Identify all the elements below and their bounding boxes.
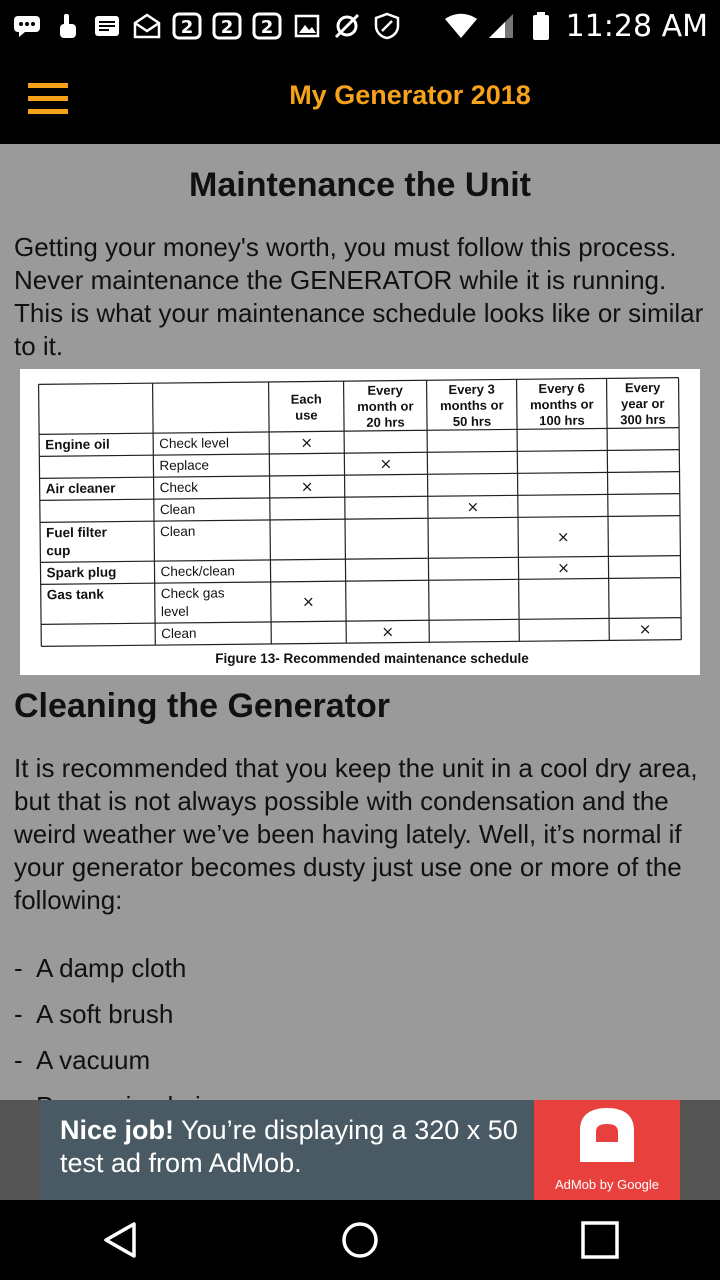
mail-open-icon [132, 12, 162, 40]
task-label: Check/clean [160, 563, 235, 580]
task-label: Clean [161, 625, 197, 642]
figure-caption: Figure 13- Recommended maintenance schedule [215, 651, 529, 666]
column-header: month or [357, 398, 414, 415]
grid-col-line [153, 383, 156, 645]
column-header: Every [367, 382, 403, 398]
grid-col-line [344, 381, 347, 643]
column-header: year or [621, 395, 665, 412]
wifi-icon [446, 12, 476, 40]
item-label: cup [46, 543, 71, 559]
grid-row-line [39, 428, 679, 435]
column-header: 20 hrs [366, 414, 405, 430]
column-header: 50 hrs [452, 413, 492, 430]
schedule-mark: × [300, 433, 314, 452]
app-2-icon [212, 12, 242, 40]
grid-col-line [607, 378, 610, 640]
article-paragraph-2: It is recommended that you keep the unit in a cool dry area, but that is not always possible with condensation and the weird weather we’ve been having lately. Well, it’s normal if your generator becomes dusty just use one or more of the following: [14, 753, 698, 915]
schedule-mark: × [638, 619, 652, 639]
news-icon [92, 12, 122, 40]
schedule-mark: × [466, 497, 480, 516]
task-label: Check [159, 479, 199, 496]
cell-signal-icon [486, 12, 516, 40]
svg-text:2: 2 [260, 17, 274, 38]
admob-test-ad[interactable] [40, 1100, 680, 1200]
grid-row-line [40, 516, 680, 523]
blocked-icon [372, 12, 402, 40]
list-item: - A damp cloth [14, 953, 187, 983]
task-label: Check level [159, 435, 230, 452]
recents-square-icon[interactable] [560, 1200, 640, 1280]
ad-banner-area [0, 1100, 720, 1200]
schedule-mark: × [379, 454, 393, 473]
svg-text:2: 2 [180, 17, 194, 38]
column-header: Every 3 [448, 381, 495, 398]
navigation-bar [0, 1200, 720, 1280]
maintenance-schedule-table [20, 369, 700, 675]
task-label: Replace [159, 457, 210, 474]
touch-icon [52, 12, 82, 40]
column-header: use [295, 407, 318, 423]
ad-text: Nice job! You’re displaying a 320 x 50 test ad from AdMob. [60, 1115, 518, 1178]
app-2-icon [252, 12, 282, 40]
column-header: months or [439, 397, 504, 414]
item-label: Spark plug [46, 564, 117, 581]
app-bar [0, 52, 720, 144]
admob-logo-icon [534, 1100, 680, 1170]
image-icon [292, 12, 322, 40]
schedule-mark: × [557, 558, 570, 577]
column-header: months or [529, 396, 594, 413]
grid-col-line [39, 384, 42, 646]
column-header: Every [624, 379, 661, 396]
list-item: - A soft brush [14, 999, 174, 1029]
status-bar [0, 0, 720, 52]
grid-row-line [40, 556, 680, 563]
schedule-mark: × [300, 477, 314, 496]
maintenance-schedule-figure [20, 369, 700, 675]
svg-text:2: 2 [220, 17, 234, 38]
battery-icon [526, 12, 556, 40]
article-content[interactable] [0, 144, 720, 1100]
schedule-grid [39, 378, 682, 647]
task-label: level [160, 603, 189, 620]
grid-col-line [517, 379, 520, 641]
task-label: Clean [159, 501, 196, 518]
article-paragraph: Getting your money's worth, you must follow this process. Never maintenance the GENERATOR while it is running. This is what your maintenance schedule looks like or similar to it. [14, 232, 704, 361]
list-item: - A vacuum [14, 1045, 151, 1075]
task-label: Check gas [160, 585, 225, 602]
item-label: Engine oil [45, 436, 110, 453]
home-circle-icon[interactable] [320, 1200, 400, 1280]
signal-off-icon [332, 12, 362, 40]
grid-row-line [41, 578, 681, 585]
clock: 11:28 AM [565, 8, 708, 44]
column-header: Each [290, 391, 322, 407]
column-header: 100 hrs [539, 412, 585, 429]
admob-badge-label: AdMob by Google [554, 1177, 660, 1192]
app-title: My Generator 2018 [289, 80, 531, 110]
grid-col-line [679, 378, 682, 640]
notification-icons [12, 12, 402, 40]
task-label: Clean [160, 523, 196, 540]
item-label: Gas tank [46, 586, 104, 603]
item-label: Air cleaner [45, 480, 116, 497]
chat-icon [12, 12, 42, 40]
schedule-mark: × [556, 527, 570, 546]
section-heading: Cleaning the Generator [14, 687, 390, 725]
schedule-mark: × [381, 622, 395, 641]
column-header: 300 hrs [620, 411, 666, 428]
app-2-icon [172, 12, 202, 40]
grid-col-line [427, 380, 430, 642]
grid-row-line [39, 450, 679, 457]
grid-row-line [40, 494, 680, 501]
admob-badge [534, 1100, 680, 1200]
schedule-mark: × [301, 592, 315, 611]
column-header: Every 6 [538, 380, 585, 397]
grid-row-line [41, 618, 681, 625]
back-triangle-icon[interactable] [80, 1200, 160, 1280]
grid-col-line [269, 382, 272, 644]
item-label: Fuel filter [46, 524, 107, 541]
grid-row-line [41, 640, 681, 647]
grid-row-line [40, 472, 680, 479]
article-heading: Maintenance the Unit [189, 166, 531, 204]
